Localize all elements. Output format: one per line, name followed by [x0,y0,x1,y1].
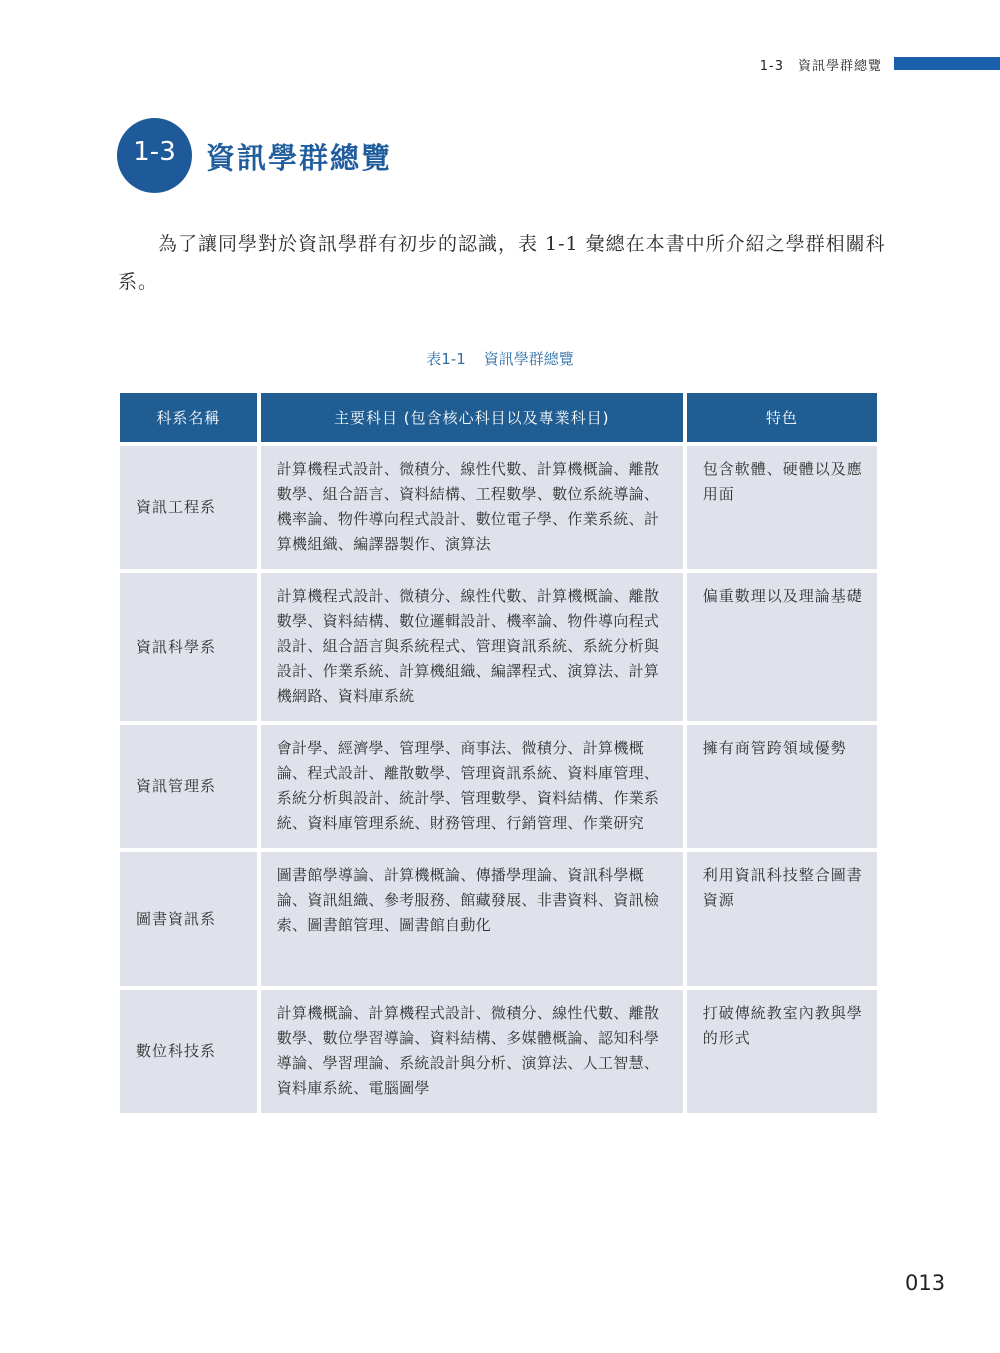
table-caption [0,348,1000,369]
department-feature: 偏重數理以及理論基礎 [687,573,877,721]
table-header-row [120,393,877,442]
table-row [120,446,877,569]
table-row [120,852,877,986]
intro-paragraph: 為了讓同學對於資訊學群有初步的認識，表 1-1 彙總在本書中所介紹之學群相關科系。 [118,233,886,293]
header-features: 特色 [687,393,877,442]
department-name: 資訊工程系 [120,446,257,569]
section-number-badge: 1-3 [117,118,192,193]
department-subjects: 計算機程式設計、微積分、線性代數、計算機概論、離散數學、資料結構、數位邏輯設計、機率論、物件導向程式設計、組合語言與系統程式、管理資訊系統、系統分析與設計、作業系統、計算機組織、編譯程式、演算法、計算機網路、資料庫系統 [261,573,683,721]
department-subjects: 計算機概論、計算機程式設計、微積分、線性代數、離散數學、數位學習導論、資料結構、多媒體概論、認知科學導論、學習理論、系統設計與分析、演算法、人工智慧、資料庫系統、電腦圖學 [261,990,683,1113]
header-department-name: 科系名稱 [120,393,257,442]
header-main-subjects: 主要科目 (包含核心科目以及專業科目) [261,393,683,442]
running-header-section-title: 資訊學群總覽 [797,59,882,74]
department-feature: 利用資訊科技整合圖書資源 [687,852,877,986]
department-subjects: 計算機程式設計、微積分、線性代數、計算機概論、離散數學、組合語言、資料結構、工程數學、數位系統導論、機率論、物件導向程式設計、數位電子學、作業系統、計算機組織、編譯器製作、演算法 [261,446,683,569]
department-table [116,389,881,1117]
running-header-bar [894,57,1000,70]
table-caption-number: 表1-1 [426,350,466,368]
department-name: 圖書資訊系 [120,852,257,986]
table-caption-title: 資訊學群總覽 [483,350,574,368]
department-feature: 打破傳統教室內教與學的形式 [687,990,877,1113]
page-number: 013 [905,1271,946,1295]
table-row [120,990,877,1113]
running-header-text [760,55,882,74]
department-feature: 包含軟體、硬體以及應用面 [687,446,877,569]
department-feature: 擁有商管跨領域優勢 [687,725,877,848]
department-name: 資訊科學系 [120,573,257,721]
department-subjects: 圖書館學導論、計算機概論、傳播學理論、資訊科學概論、資訊組織、參考服務、館藏發展、非書資料、資訊檢索、圖書館管理、圖書館自動化 [261,852,683,986]
running-header [700,52,1000,74]
department-name: 資訊管理系 [120,725,257,848]
department-name: 數位科技系 [120,990,257,1113]
running-header-section-number: 1-3 [759,59,784,74]
table-row [120,725,877,848]
table-row [120,573,877,721]
department-subjects: 會計學、經濟學、管理學、商事法、微積分、計算機概論、程式設計、離散數學、管理資訊系統、資料庫管理、系統分析與設計、統計學、管理數學、資料結構、作業系統、資料庫管理系統、財務管理、行銷管理、作業研究 [261,725,683,848]
section-title: 資訊學群總覽 [206,141,393,175]
